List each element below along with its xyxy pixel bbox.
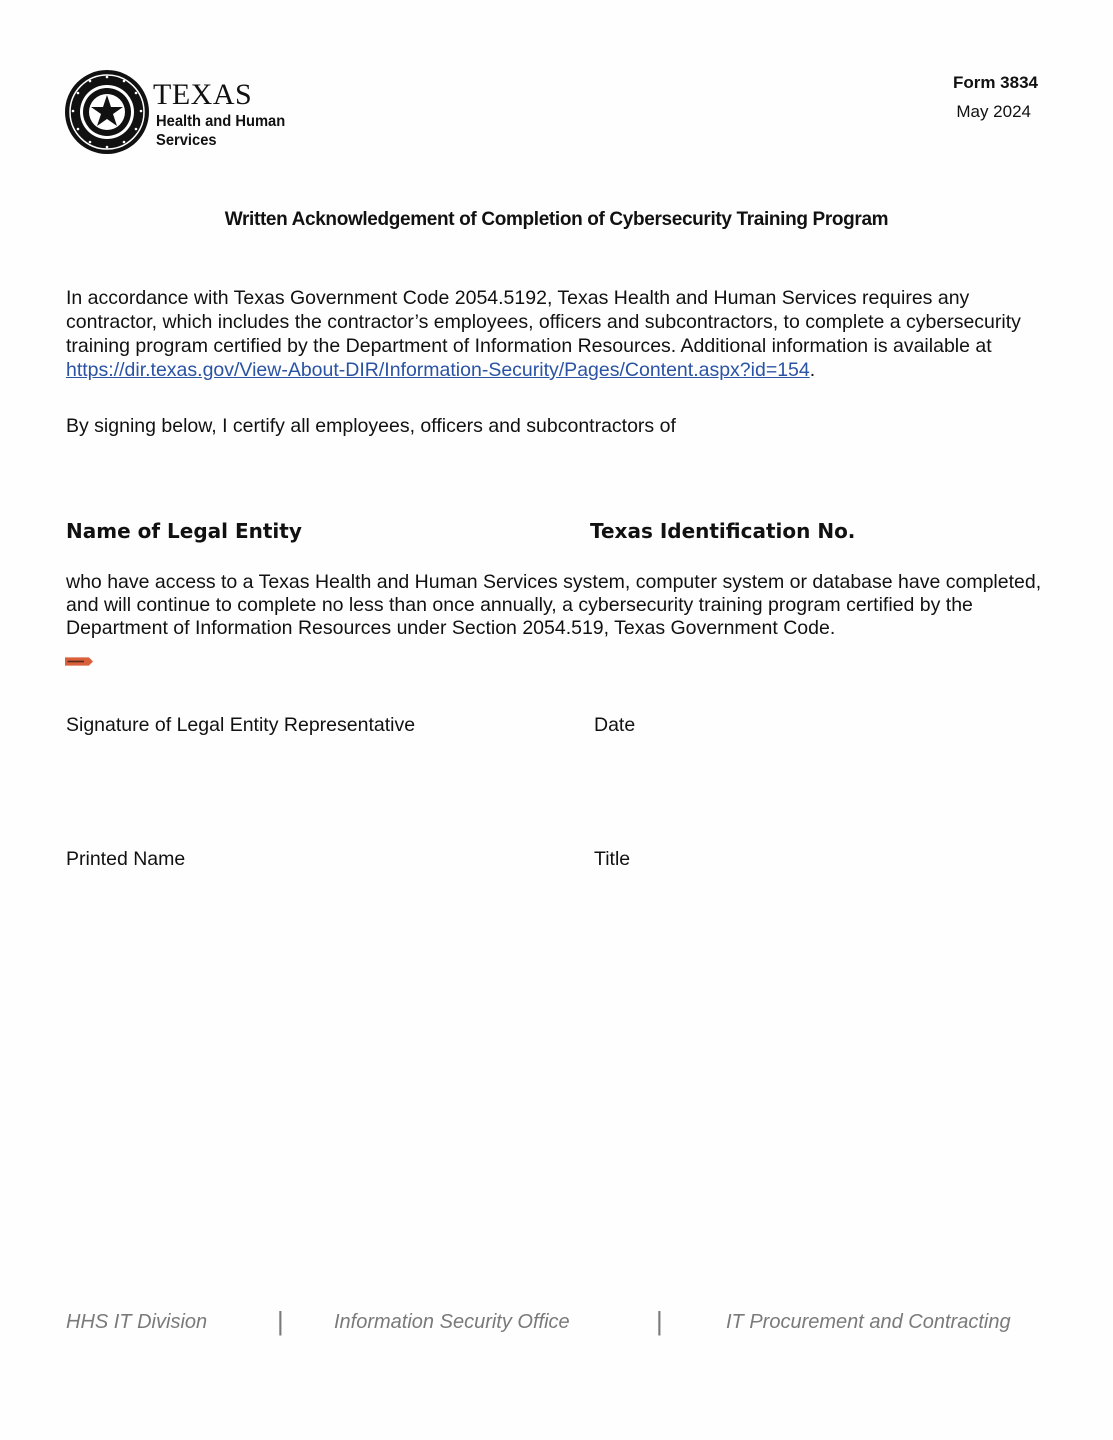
form-number: Form 3834 (952, 73, 1038, 92)
footer-hhs-it-division: HHS IT Division (66, 1311, 208, 1333)
logo-subtitle-line1: Health and Human (156, 113, 286, 130)
document-title: Written Acknowledgement of Completion of Cybersecurity Training Program (224, 209, 889, 230)
date-label: Date (594, 714, 636, 736)
logo-subtitle (156, 112, 285, 150)
footer-separator: | (656, 1306, 663, 1336)
texas-seal-icon (63, 68, 151, 156)
footer-separator: | (277, 1306, 284, 1336)
logo-wordmark: TEXAS (153, 78, 253, 111)
form-date: May 2024 (956, 102, 1031, 121)
intro-end: . (809, 359, 816, 381)
certify-paragraph: By signing below, I certify all employees, officers and subcontractors of (66, 415, 676, 437)
printed-name-label: Printed Name (66, 848, 186, 870)
footer-it-procurement: IT Procurement and Contracting (726, 1311, 1011, 1333)
annotation-tag-icon (65, 657, 93, 666)
texas-id-label: Texas Identification No. (590, 519, 856, 543)
intro-paragraph (66, 286, 1056, 382)
footer-information-security-office: Information Security Office (334, 1311, 570, 1333)
access-paragraph: who have access to a Texas Health and Human Services system, computer system or database have completed, and will continue to complete no less than once annually, a cybersecurity training program certified by the Department of Information Resources under Section 2054.519, Texas Government Code. (66, 571, 1042, 639)
legal-entity-label: Name of Legal Entity (66, 519, 302, 543)
hhs-logo (63, 68, 303, 158)
dir-info-link[interactable]: https://dir.texas.gov/View-About-DIR/Information-Security/Pages/Content.aspx?id=154 (66, 359, 810, 381)
signature-label: Signature of Legal Entity Representative (66, 714, 416, 736)
title-label: Title (594, 848, 631, 870)
intro-text: In accordance with Texas Government Code 2054.5192, Texas Health and Human Services requires any contractor, which includes the contractor’s employees, officers and subcontractors, to complete a cybersecurity training program certified by the Department of Information Resources. Additional information is available at (66, 287, 1021, 357)
logo-subtitle-line2: Services (156, 132, 217, 149)
